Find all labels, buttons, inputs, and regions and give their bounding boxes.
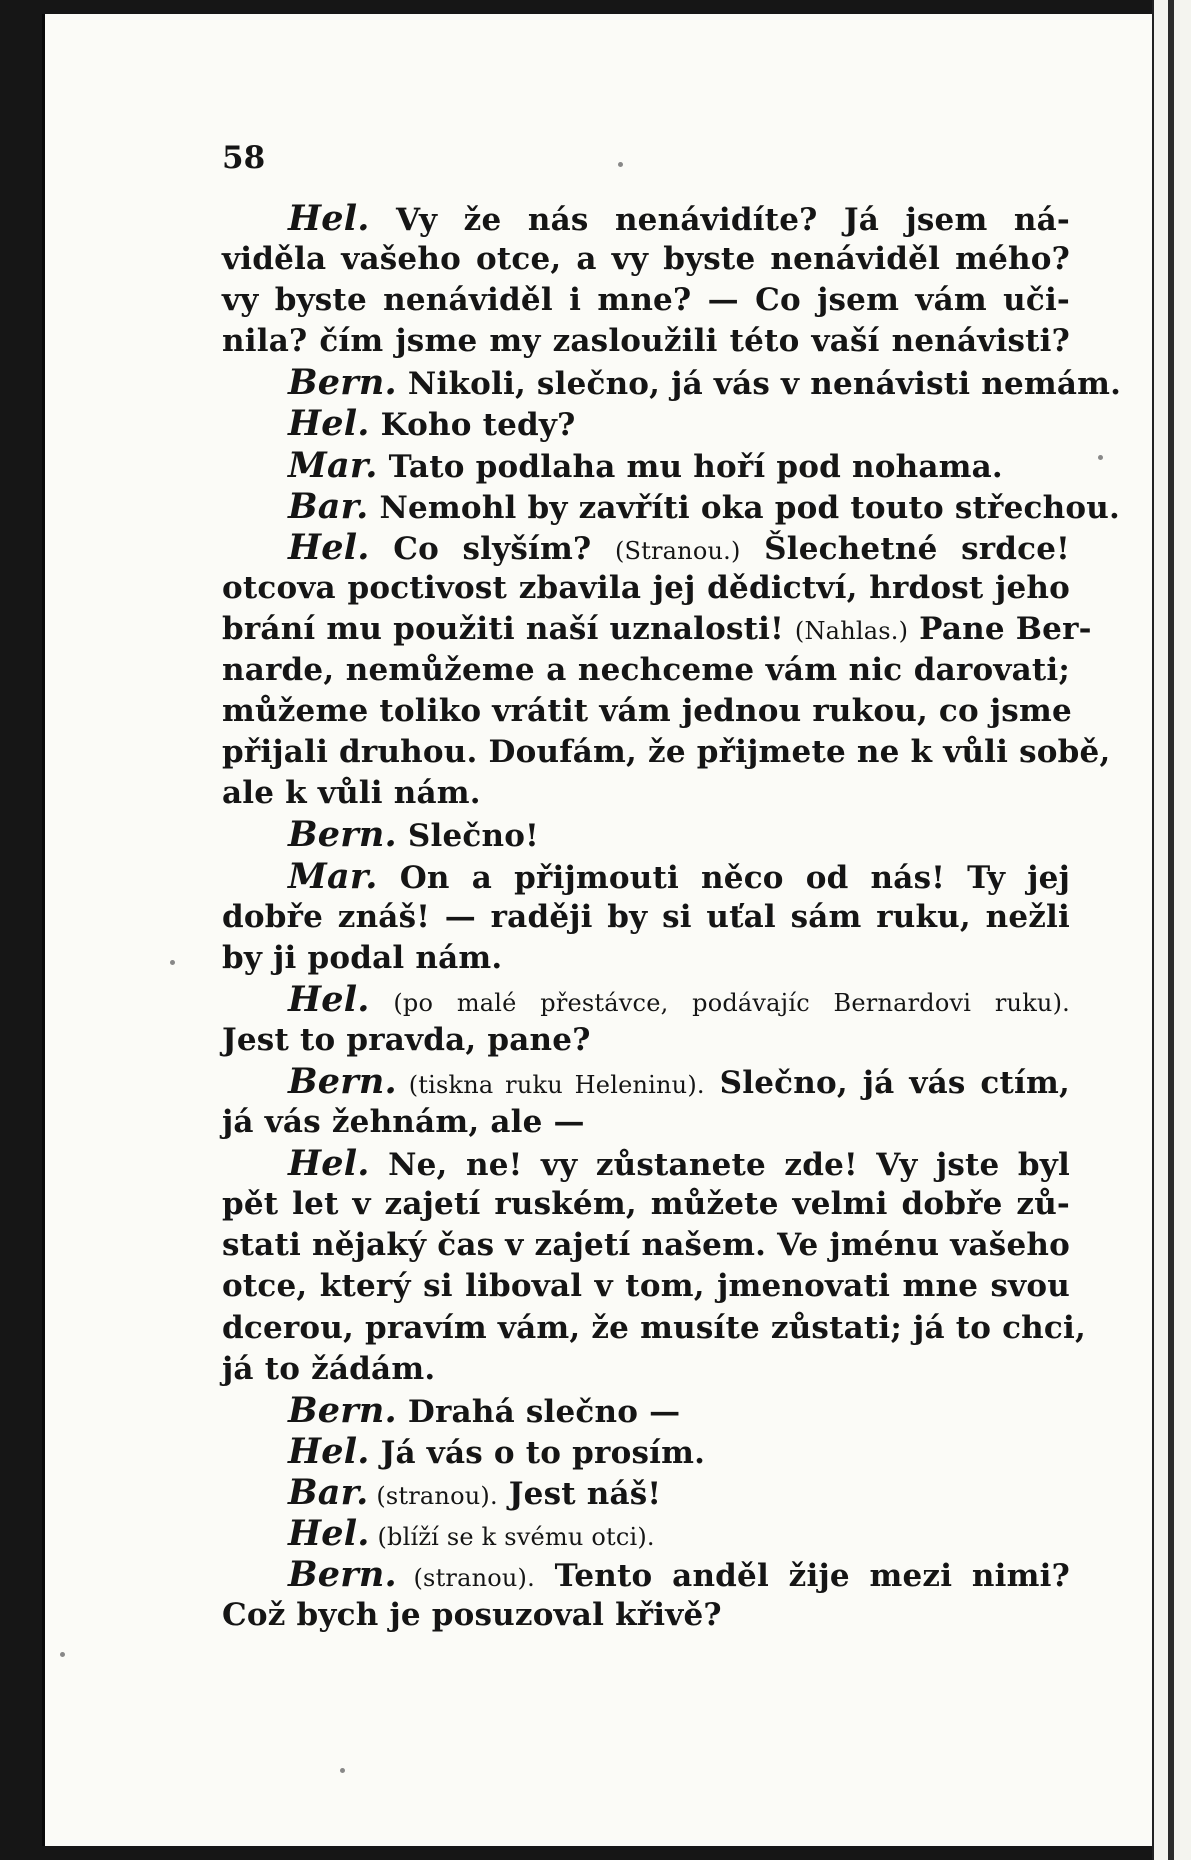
text-line (222, 527, 1070, 568)
speaker-name: Bern. (288, 1060, 397, 1102)
text-line (222, 1554, 1070, 1595)
text-line (222, 979, 1070, 1020)
speech-text: otcova poctivost zbavila jej dědictví, hrdost jeho (222, 569, 1070, 606)
speech-text: On a přijmouti něco od nás! Ty jej (377, 859, 1070, 896)
speech-text: Koho tedy? (369, 407, 576, 444)
stage-direction: (tiskna ruku Heleninu). (396, 1070, 705, 1099)
speaker-name: Bar. (288, 1471, 369, 1513)
stage-direction: (stranou). (368, 1481, 498, 1510)
speech-text: pět let v zajetí ruském, můžete velmi dobře zů- (222, 1186, 1070, 1223)
speech-text: Já vás o to prosím. (369, 1434, 706, 1471)
text-line (222, 814, 1070, 855)
page-number: 58 (222, 140, 266, 176)
speaker-name: Bern. (288, 1389, 397, 1431)
speaker-name: Hel. (288, 1513, 370, 1554)
speech-text: Slečno, já vás ctím, (704, 1064, 1071, 1101)
text-line (222, 1349, 1070, 1390)
speech-text: brání mu použiti naší uznalosti! (222, 610, 795, 647)
text-line (222, 280, 1070, 321)
text-line (222, 1595, 1070, 1636)
speech-text: ale k vůli nám. (222, 775, 481, 812)
speech-text: Vy že nás nenávidíte? Já jsem ná- (369, 202, 1070, 238)
speech-text: dobře znáš! — raději by si uťal sám ruku, nežli (222, 898, 1070, 935)
speech-text: viděla vašeho otce, a vy byste nenáviděl mého? (222, 241, 1070, 278)
speaker-name: Mar. (288, 444, 378, 486)
speech-text: by ji podal nám. (222, 939, 503, 976)
text-line (222, 1308, 1086, 1349)
speech-text: Tento anděl žije mezi nimi? (534, 1558, 1070, 1595)
stage-direction: (po malé přestávce, podávajíc Bernardovi ruku). (369, 988, 1070, 1017)
text-line (222, 732, 1111, 773)
text-line (222, 198, 1070, 239)
speaker-name: Hel. (288, 1430, 370, 1472)
speech-text: otce, který si liboval v tom, jmenovati mne svou (222, 1268, 1070, 1305)
speech-text: já vás žehnám, ale — (222, 1104, 585, 1141)
text-line (222, 1225, 1070, 1266)
speech-text: Jest to pravda, pane? (222, 1021, 591, 1058)
speech-text: Jest náš! (497, 1475, 662, 1512)
page-text (222, 140, 1122, 1636)
text-line (222, 1102, 1070, 1143)
speck (170, 960, 175, 965)
text-line (222, 609, 1092, 650)
play-dialogue (222, 198, 1122, 1636)
speech-text: Pane Ber- (908, 610, 1092, 647)
text-line (222, 1431, 1070, 1472)
speck (60, 1652, 65, 1657)
speech-text: stati nějaký čas v zajetí našem. Ve jménu vašeho (222, 1227, 1070, 1264)
speech-text: dcerou, pravím vám, že musíte zůstati; já to chci, (222, 1309, 1086, 1346)
stage-direction: (Stranou.) (614, 536, 741, 565)
stage-direction: (stranou). (396, 1564, 535, 1593)
text-line (222, 1020, 1070, 1061)
speech-text: narde, nemůžeme a nechceme vám nic darovati; (222, 652, 1070, 689)
speaker-name: Hel. (288, 526, 370, 568)
speech-text: Což bych je posuzoval křivě? (222, 1597, 722, 1634)
speaker-name: Mar. (288, 855, 378, 897)
stage-direction: (Nahlas.) (794, 616, 909, 645)
text-line (222, 321, 1070, 362)
text-line (222, 239, 1070, 280)
speech-text: Drahá slečno — (396, 1393, 681, 1430)
text-line (222, 1184, 1070, 1225)
stage-direction: (blíží se k svému otci). (369, 1523, 655, 1551)
text-line (222, 445, 1070, 486)
speech-text: Šlechetné srdce! (740, 530, 1070, 567)
speech-text: Slečno! (396, 818, 539, 855)
text-line (222, 897, 1070, 938)
speaker-name: Bern. (288, 1554, 397, 1596)
speaker-name: Hel. (288, 1143, 370, 1185)
text-line (222, 1143, 1070, 1184)
speech-text: Co slyším? (369, 530, 615, 567)
speaker-name: Bar. (288, 485, 369, 527)
page-edge-shadow (1168, 0, 1174, 1860)
text-line (222, 691, 1070, 732)
text-line (222, 938, 1070, 979)
speech-text: Tato podlaha mu hoří pod nohama. (377, 448, 1003, 485)
text-line (222, 1266, 1070, 1307)
speech-text: Ne, ne! vy zůstanete zde! Vy jste byl (369, 1147, 1070, 1184)
speech-text: můžeme toliko vrátit vám jednou rukou, co jsme (222, 693, 1072, 730)
text-line (222, 362, 1122, 404)
adjacent-page-edge (1152, 0, 1191, 1860)
text-line (222, 403, 1070, 444)
speech-text: vy byste nenáviděl i mne? — Co jsem vám uči- (222, 282, 1070, 319)
text-line (222, 650, 1070, 691)
speech-text: přijali druhou. Doufám, že přijmete ne k vůli sobě, (222, 734, 1111, 771)
speaker-name: Hel. (288, 978, 370, 1020)
speck (340, 1768, 345, 1773)
speech-text: nila? čím jsme my zasloužili této vaší nenávisti? (222, 323, 1070, 360)
speck (1098, 455, 1103, 460)
speech-text: Nemohl by zavříti oka pod touto střechou. (368, 489, 1120, 526)
text-line (222, 1472, 1070, 1513)
speaker-name: Hel. (288, 403, 370, 445)
speaker-name: Bern. (288, 814, 397, 856)
text-line (222, 1390, 1070, 1431)
text-line (222, 773, 1070, 814)
text-line (222, 568, 1070, 609)
text-line (222, 1513, 1070, 1554)
speech-text: já to žádám. (222, 1350, 436, 1387)
speech-text: Nikoli, slečno, já vás v nenávisti nemám. (396, 366, 1122, 403)
text-line (222, 1061, 1070, 1102)
text-line (222, 485, 1120, 527)
speaker-name: Hel. (288, 198, 370, 239)
speaker-name: Bern. (288, 362, 397, 404)
text-line (222, 856, 1070, 897)
